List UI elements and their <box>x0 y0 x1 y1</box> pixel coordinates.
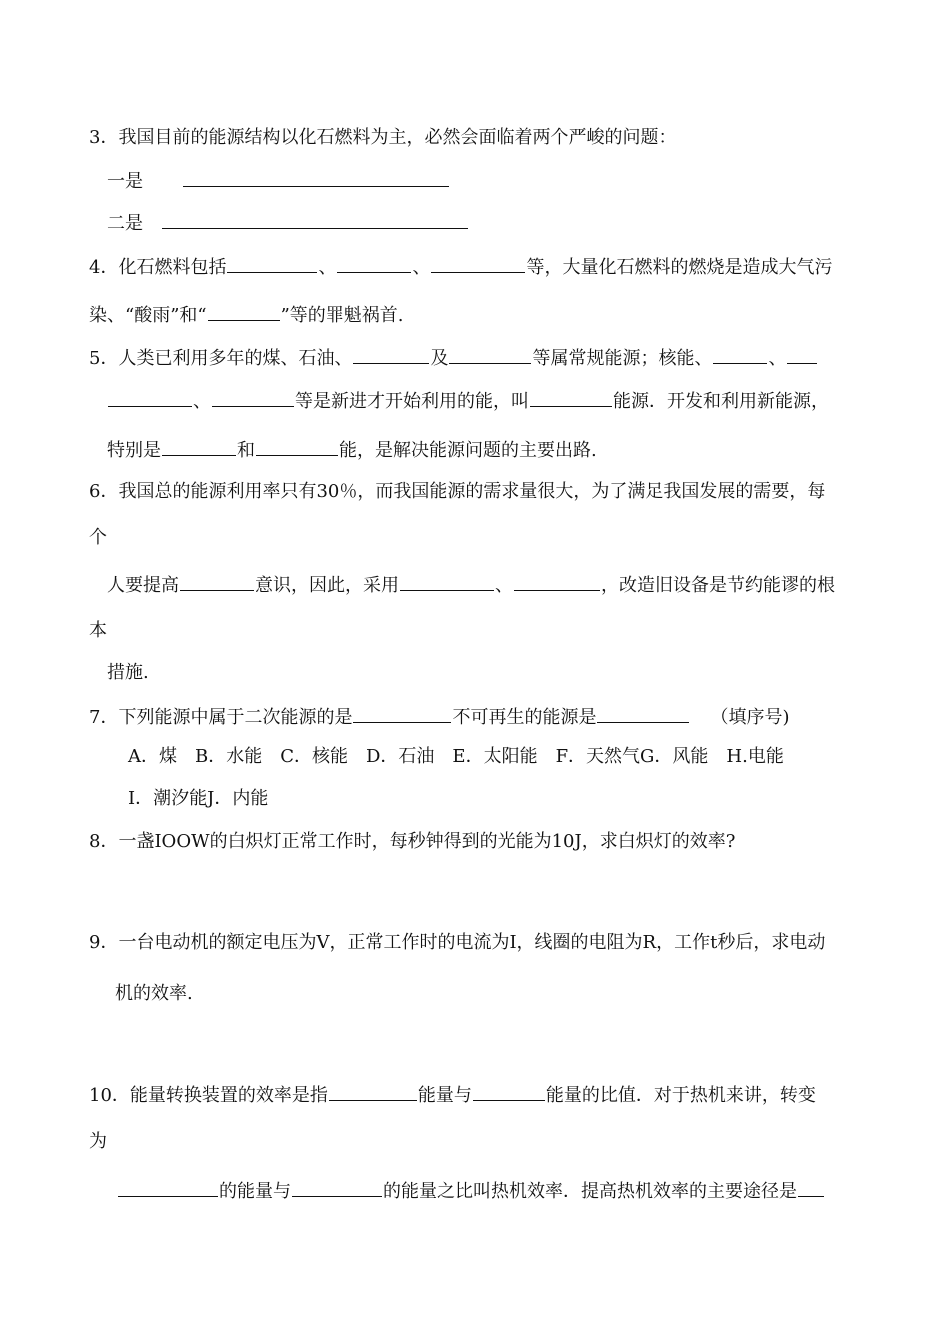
question-6-line-1-wrap <box>89 526 107 550</box>
question-text: 能量与 <box>417 1085 472 1106</box>
separator: 、 <box>412 257 431 278</box>
answer-blank[interactable] <box>180 572 254 591</box>
answer-blank[interactable] <box>798 1178 824 1197</box>
question-text: 能源．开发和利用新能源， <box>613 391 829 412</box>
answer-blank[interactable] <box>597 704 689 723</box>
answer-blank[interactable] <box>713 345 767 364</box>
answer-blank[interactable] <box>108 388 192 407</box>
answer-blank[interactable] <box>514 572 600 591</box>
question-7-options-2 <box>128 787 268 811</box>
question-3 <box>89 126 676 150</box>
question-text: 意识，因此，采用 <box>255 575 399 596</box>
answer-blank[interactable] <box>353 345 429 364</box>
question-text: 能量的比值．对于热机来讲，转变 <box>545 1085 816 1106</box>
question-5-line-3 <box>107 437 597 463</box>
question-text: 能，是解决能源问题的主要出路. <box>339 440 597 461</box>
question-text: 等是新进才开始利用的能，叫 <box>295 391 529 412</box>
answer-blank[interactable] <box>208 302 280 321</box>
answer-blank[interactable] <box>118 1178 218 1197</box>
question-text: 的能量之比叫热机效率．提高热机效率的主要途径是 <box>383 1181 797 1202</box>
question-6-line-2 <box>107 572 835 598</box>
question-text: 等，大量化石燃料的燃烧是造成大气污 <box>526 257 833 278</box>
question-4-line-2 <box>89 302 404 328</box>
answer-blank[interactable] <box>212 388 294 407</box>
question-3-line-1 <box>107 168 450 194</box>
question-text: 个 <box>89 527 107 548</box>
question-text: 等属常规能源；核能、 <box>532 348 713 369</box>
question-text: 和 <box>237 440 255 461</box>
question-10-line-1-wrap <box>89 1130 107 1154</box>
answer-blank[interactable] <box>227 254 317 273</box>
question-10-line-2 <box>117 1178 825 1204</box>
answer-label: 二是 <box>107 213 143 234</box>
answer-blank[interactable] <box>256 437 338 456</box>
question-7-options-1 <box>128 745 784 769</box>
question-text: 染、“酸雨”和“ <box>89 305 207 326</box>
question-text: 为 <box>89 1131 107 1152</box>
answer-options: A．煤 B．水能 C．核能 D．石油 E．太阳能 F．天然气G．风能 H.电能 <box>128 746 784 767</box>
answer-blank[interactable] <box>473 1082 545 1101</box>
question-6-line-3 <box>107 661 149 685</box>
question-text: ”等的罪魁祸首. <box>280 305 404 326</box>
question-10-line-1 <box>89 1082 816 1108</box>
question-5-line-2 <box>107 388 829 414</box>
separator: 、 <box>768 348 787 369</box>
question-text: 措施. <box>107 662 149 683</box>
question-text: 不可再生的能源是 <box>452 707 597 728</box>
question-9-line-1 <box>89 931 825 955</box>
answer-blank[interactable] <box>449 345 531 364</box>
question-text: 及 <box>430 348 449 369</box>
answer-blank[interactable] <box>400 572 494 591</box>
question-4-line-1 <box>89 254 832 280</box>
question-3-line-2 <box>107 210 469 236</box>
question-5-line-1 <box>89 345 818 371</box>
question-text: 10．能量转换装置的效率是指 <box>89 1085 328 1106</box>
question-text: 8．一盏IOOW的白炽灯正常工作时，每秒钟得到的光能为10J，求白炽灯的效率? <box>89 831 736 852</box>
question-6-line-2-wrap <box>89 619 107 643</box>
question-text: 本 <box>89 620 107 641</box>
answer-blank[interactable] <box>162 437 236 456</box>
answer-blank[interactable] <box>329 1082 417 1101</box>
separator: 、 <box>495 575 513 596</box>
answer-options: I．潮汐能J．内能 <box>128 788 269 809</box>
answer-blank[interactable] <box>353 704 451 723</box>
question-7-line-1 <box>89 704 789 730</box>
question-text: 3．我国目前的能源结构以化石燃料为主，必然会面临着两个严峻的问题： <box>89 127 677 148</box>
question-text: 的能量与 <box>219 1181 291 1202</box>
answer-blank[interactable] <box>292 1178 382 1197</box>
answer-blank[interactable] <box>337 254 411 273</box>
question-text: 5．人类已利用多年的煤、石油、 <box>89 348 353 369</box>
question-text: 4．化石燃料包括 <box>89 257 227 278</box>
question-text: 人要提高 <box>107 575 179 596</box>
question-text: ，改造旧设备是节约能谬的根 <box>601 575 835 596</box>
answer-blank[interactable] <box>431 254 525 273</box>
question-text: 7．下列能源中属于二次能源的是 <box>89 707 353 728</box>
separator: 、 <box>193 391 211 412</box>
separator: 、 <box>318 257 337 278</box>
answer-blank[interactable] <box>162 210 468 229</box>
question-text: 9．一台电动机的额定电压为V，正常工作时的电流为I，线圈的电阻为R，工作t秒后，求电动 <box>89 932 826 953</box>
answer-blank[interactable] <box>787 345 817 364</box>
question-text: 6．我国总的能源利用率只有30％，而我国能源的需求量很大，为了满足我国发展的需要，每 <box>89 481 826 502</box>
answer-blank[interactable] <box>530 388 612 407</box>
fill-note: （填序号) <box>710 707 790 728</box>
question-text: 机的效率. <box>115 983 193 1004</box>
question-6-line-1 <box>89 480 825 504</box>
question-text: 特别是 <box>107 440 161 461</box>
question-9-line-2 <box>115 982 193 1006</box>
answer-blank[interactable] <box>183 168 449 187</box>
answer-label: 一是 <box>107 171 143 192</box>
question-8 <box>89 830 735 854</box>
